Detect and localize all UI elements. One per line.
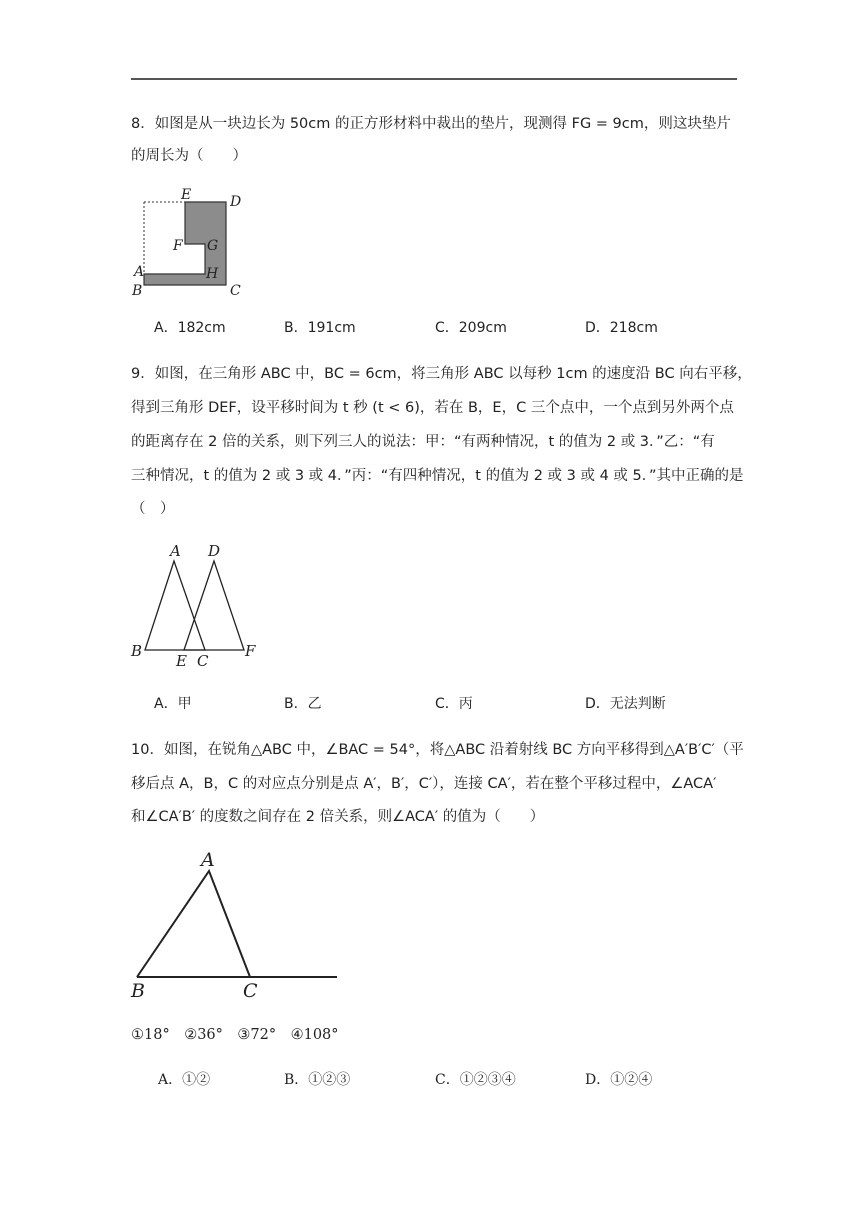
q10-label-b: B bbox=[131, 980, 145, 1002]
q10-option-d[interactable]: D．①②④ bbox=[585, 1072, 653, 1088]
q9-label-e: E bbox=[176, 652, 187, 670]
q9-stem-line4: 三种情况，t 的值为 2 或 3 或 4．”丙：“有四种情况，t 的值为 2 或 3 或 4 或 5．”其中正确的是 bbox=[131, 468, 744, 484]
q9-label-d: D bbox=[208, 542, 221, 560]
q8-option-a[interactable]: A．182cm bbox=[154, 320, 226, 336]
q8-stem-line2: 的周长为（ ） bbox=[131, 148, 247, 164]
q8-label-a: A bbox=[134, 264, 145, 280]
q9-stem-line1: 9．如图，在三角形 ABC 中，BC = 6cm，将三角形 ABC 以每秒 1cm 的速度沿 BC 向右平移， bbox=[131, 366, 752, 382]
q10-stem-line3: 和∠CA′B′ 的度数之间存在 2 倍关系，则∠ACA′ 的值为（ ） bbox=[131, 809, 545, 825]
q8-label-d: D bbox=[230, 194, 242, 210]
q9-label-c: C bbox=[197, 652, 209, 670]
q10-option-c[interactable]: C．①②③④ bbox=[435, 1072, 516, 1088]
q8-label-g: G bbox=[207, 238, 219, 254]
q10-angle-choices: ①18° ②36° ③72° ④108° bbox=[131, 1027, 339, 1043]
q9-stem-line2: 得到三角形 DEF，设平移时间为 t 秒 (t < 6)，若在 B，E，C 三个点中，一个点到另外两个点 bbox=[131, 400, 734, 416]
q10-option-b[interactable]: B．①②③ bbox=[284, 1072, 351, 1088]
q10-stem-line1: 10．如图，在锐角△ABC 中，∠BAC = 54°，将△ABC 沿着射线 BC 方向平移得到△A′B′C′（平 bbox=[131, 742, 744, 758]
q9-label-a: A bbox=[170, 542, 181, 560]
q9-option-a[interactable]: A．甲 bbox=[154, 696, 192, 712]
q8-option-b[interactable]: B．191cm bbox=[284, 320, 356, 336]
q9-option-b[interactable]: B．乙 bbox=[284, 696, 322, 712]
q9-label-f: F bbox=[245, 642, 256, 660]
q8-label-h: H bbox=[206, 266, 219, 282]
q9-label-b: B bbox=[131, 642, 143, 660]
q9-stem-line5: （ ） bbox=[131, 501, 175, 517]
q9-option-d[interactable]: D．无法判断 bbox=[585, 696, 666, 712]
q8-label-c: C bbox=[230, 283, 241, 299]
q8-option-d[interactable]: D．218cm bbox=[585, 320, 658, 336]
q8-option-c[interactable]: C．209cm bbox=[435, 320, 507, 336]
q8-label-f: F bbox=[173, 238, 183, 254]
q10-stem-line2: 移后点 A，B，C 的对应点分别是点 A′，B′，C′），连接 CA′，若在整个平移过程中，∠ACA′ bbox=[131, 776, 717, 792]
q9-option-c[interactable]: C．丙 bbox=[435, 696, 473, 712]
q10-label-c: C bbox=[243, 980, 258, 1002]
q8-label-b: B bbox=[132, 283, 143, 299]
q9-stem-line3: 的距离存在 2 倍的关系，则下列三人的说法：甲：“有两种情况，t 的值为 2 或 3．”乙：“有 bbox=[131, 434, 715, 450]
q10-option-a[interactable]: A．①② bbox=[158, 1072, 211, 1088]
q8-label-e: E bbox=[181, 187, 192, 203]
q8-stem-line1: 8．如图是从一块边长为 50cm 的正方形材料中裁出的垫片，现测得 FG = 9cm，则这块垫片 bbox=[131, 116, 731, 132]
q10-label-a: A bbox=[201, 849, 215, 871]
